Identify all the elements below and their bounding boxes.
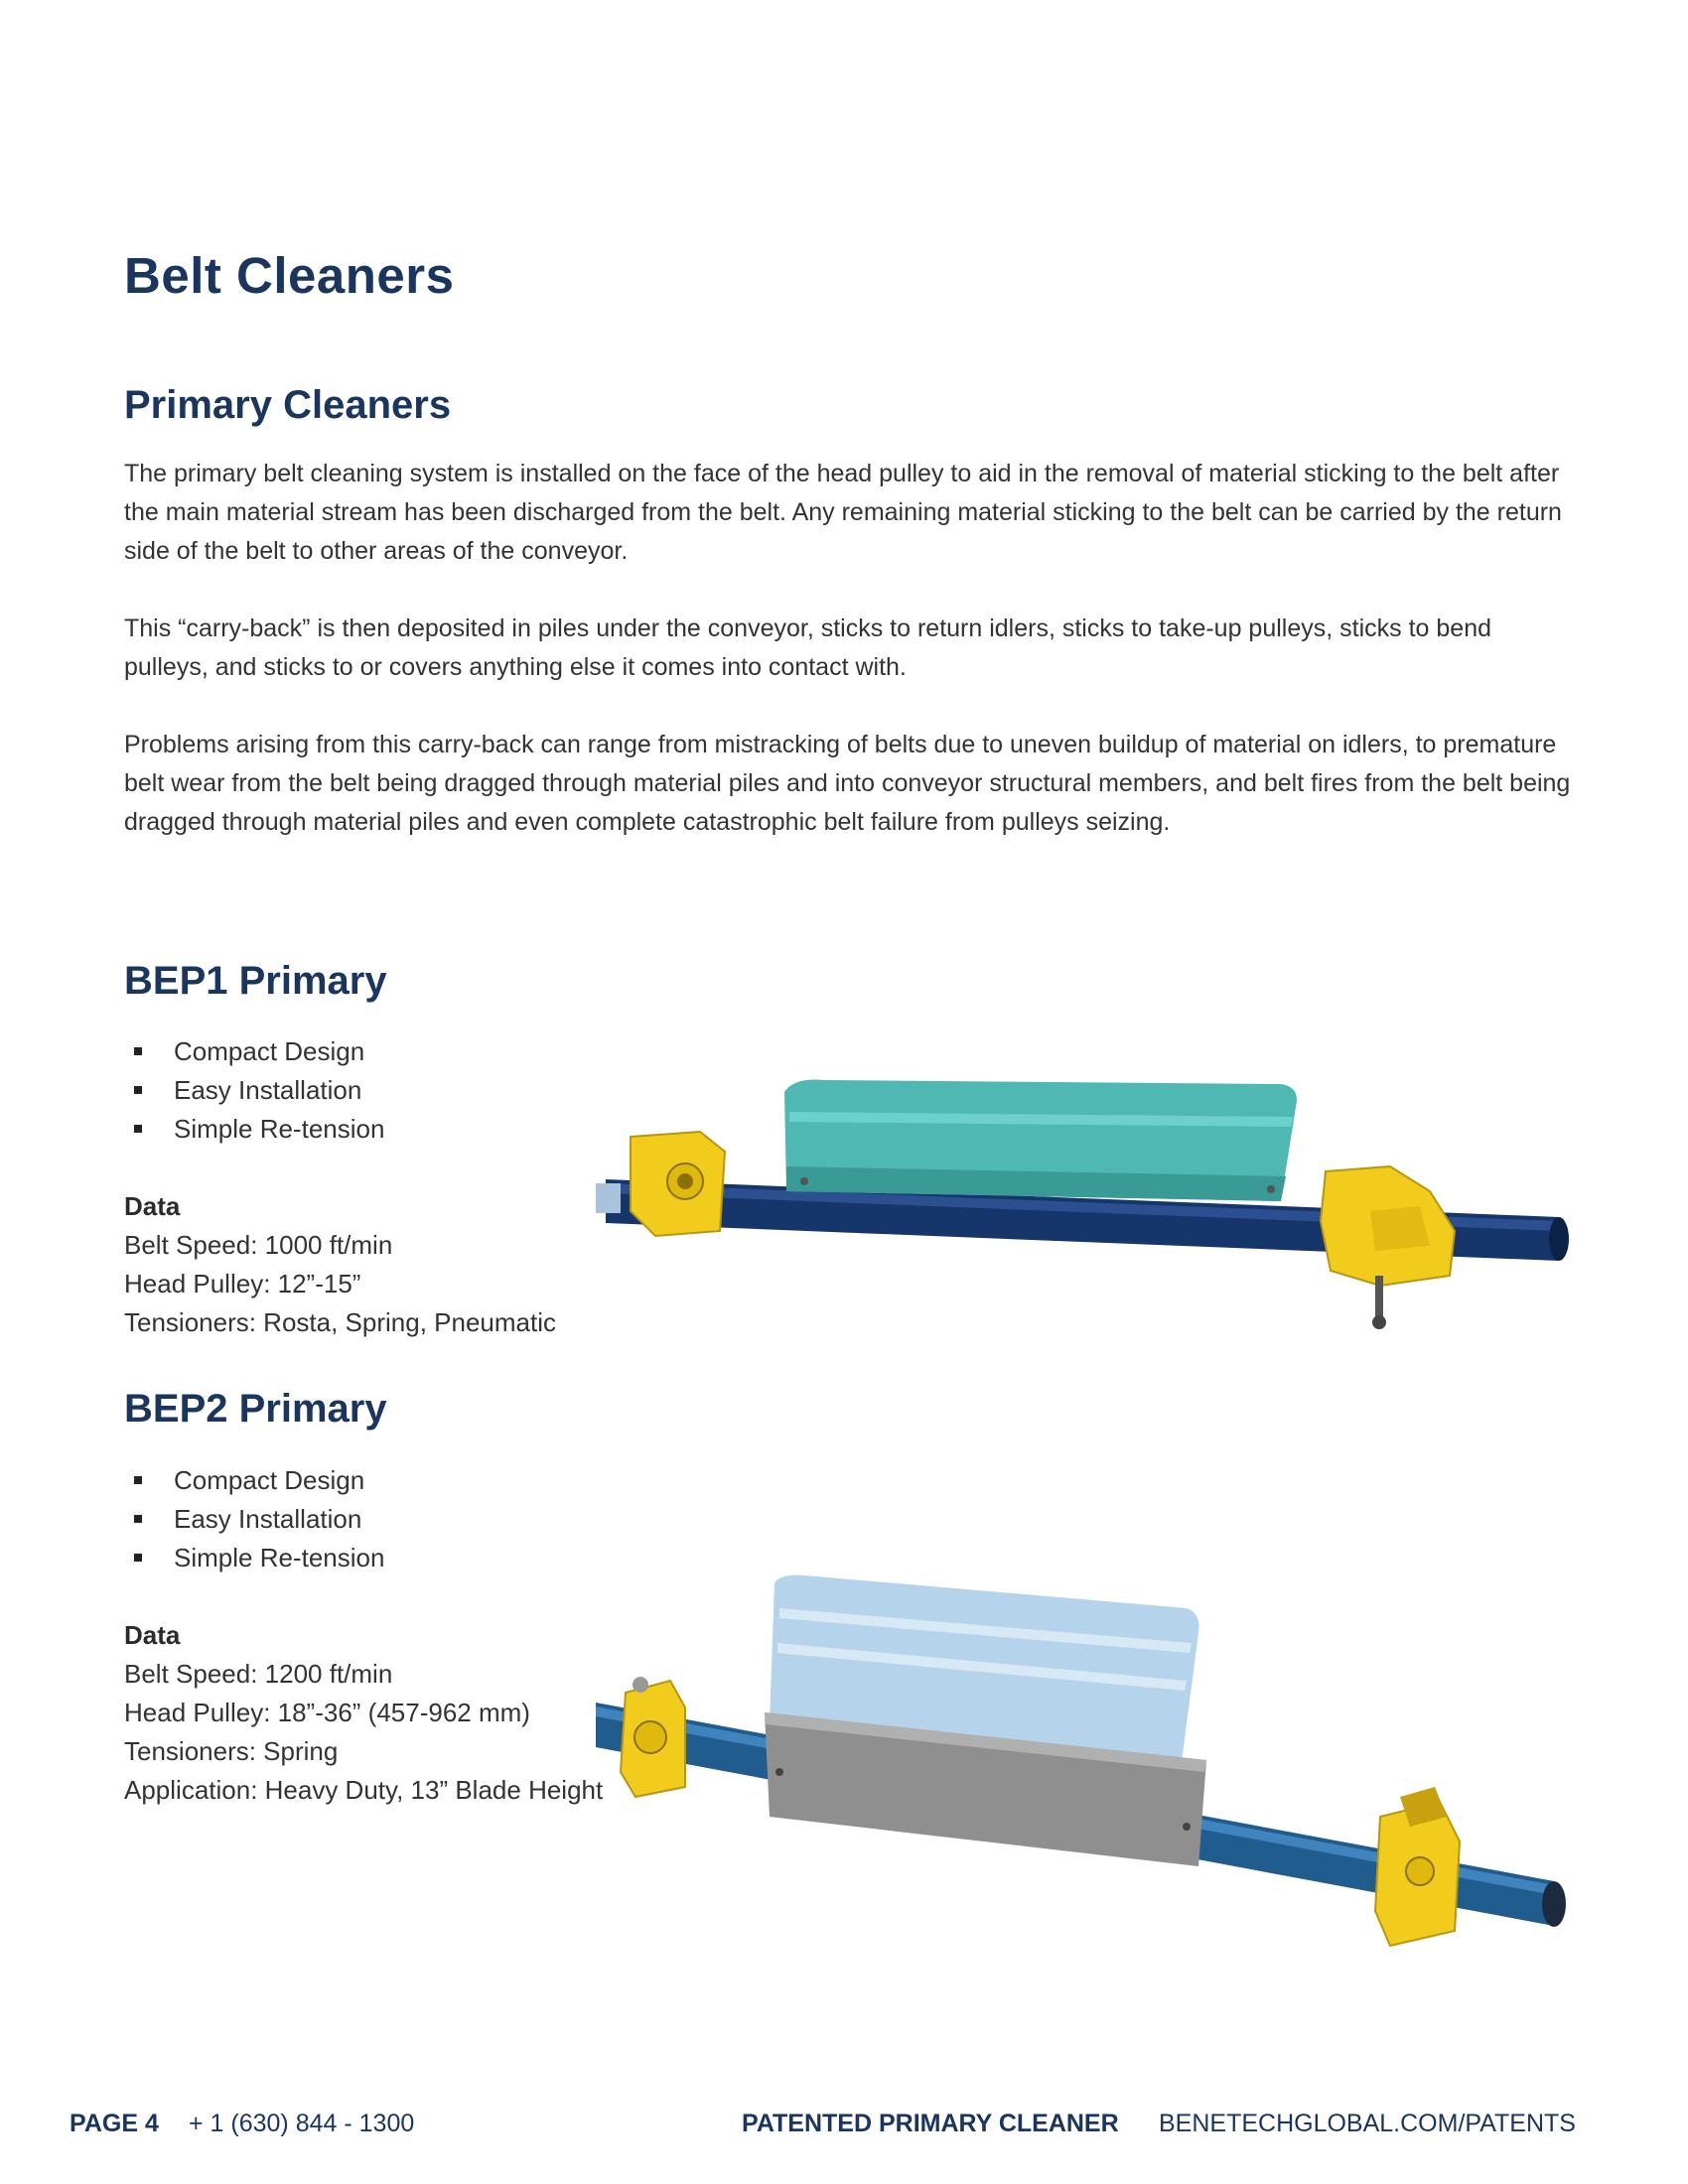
spec-block-bep1 [124, 1187, 556, 1342]
phone-number: + 1 (630) 844 - 1300 [189, 2110, 415, 2137]
feature-item: Easy Installation [124, 1071, 384, 1110]
feature-list-bep1 [124, 1032, 384, 1149]
page-title: Belt Cleaners [124, 247, 455, 304]
product-heading-bep2: BEP2 Primary [124, 1387, 387, 1431]
bep1-cleaner-image [586, 1072, 1579, 1340]
bullet-square-icon [134, 1086, 142, 1094]
section-heading: Primary Cleaners [124, 383, 452, 427]
spec-line: Belt Speed: 1200 ft/min [124, 1659, 393, 1689]
footer-tagline: PATENTED PRIMARY CLEANER [742, 2110, 1119, 2137]
intro-paragraph-3: Problems arising from this carry-back can range from mistracking of belts due to uneven buildup of material on idlers, to premature belt wear from the belt being dragged through material piles and into conveyor structural members, and belt fires from the belt being dragged through material piles and even complete catastrophic belt failure from pulleys seizing. [124, 731, 1571, 836]
spec-line: Application: Heavy Duty, 13” Blade Height [124, 1775, 604, 1805]
feature-item: Compact Design [124, 1461, 384, 1500]
spec-line: Belt Speed: 1000 ft/min [124, 1230, 393, 1260]
feature-list-bep2 [124, 1461, 384, 1577]
page-footer [0, 2110, 1688, 2149]
bullet-square-icon [134, 1515, 142, 1523]
intro-paragraph-2: This “carry-back” is then deposited in piles under the conveyor, sticks to return idlers, sticks to take-up pulleys, sticks to bend pulleys, and sticks to or covers anything else it comes into contact with. [124, 614, 1492, 681]
spec-line: Tensioners: Spring [124, 1736, 339, 1766]
spec-block-bep2 [124, 1616, 603, 1810]
feature-item: Compact Design [124, 1032, 384, 1071]
bullet-square-icon [134, 1125, 142, 1133]
bullet-square-icon [134, 1476, 142, 1484]
intro-paragraph-1: The primary belt cleaning system is installed on the face of the head pulley to aid in the removal of material sticking to the belt after the main material stream has been discharged from the belt. Any remaining material sticking to the belt can be carried by the return side of the belt to other areas of the conveyor. [124, 460, 1562, 565]
spec-line: Head Pulley: 12”-15” [124, 1269, 361, 1298]
spec-line: Head Pulley: 18”-36” (457-962 mm) [124, 1698, 530, 1727]
feature-item: Simple Re-tension [124, 1539, 384, 1577]
feature-item: Simple Re-tension [124, 1110, 384, 1149]
product-heading-bep1: BEP1 Primary [124, 959, 387, 1003]
feature-item: Easy Installation [124, 1500, 384, 1539]
spec-heading: Data [124, 1191, 181, 1221]
bullet-square-icon [134, 1554, 142, 1562]
page-number: PAGE 4 [70, 2110, 159, 2137]
website-link[interactable]: BENETECHGLOBAL.COM/PATENTS [1159, 2110, 1576, 2137]
bep2-cleaner-image [591, 1573, 1584, 1951]
spec-heading: Data [124, 1620, 181, 1650]
bullet-square-icon [134, 1047, 142, 1055]
spec-line: Tensioners: Rosta, Spring, Pneumatic [124, 1307, 556, 1337]
